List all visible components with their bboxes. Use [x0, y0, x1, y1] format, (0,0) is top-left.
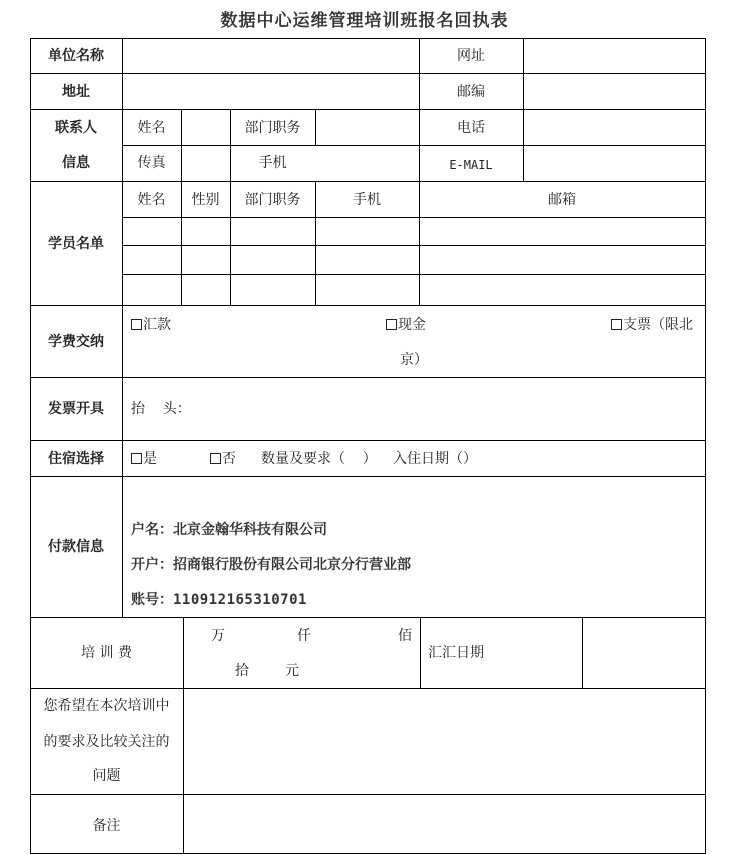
requirements-label-line3: 问题: [92, 768, 121, 784]
invoice-header-label: 抬 头：: [131, 401, 191, 417]
training-fee-label: 培 训 费: [81, 645, 132, 661]
student-header-gender: 性别: [191, 192, 220, 208]
column-divider: [183, 617, 184, 854]
fee-unit-wan: 万: [211, 628, 225, 644]
fee-unit-qian: 仟: [297, 628, 311, 644]
cash-option-label: 现金: [398, 317, 426, 333]
phone-label: 电话: [457, 120, 485, 136]
lodging-yes-checkbox[interactable]: [131, 453, 142, 464]
row-divider: [30, 440, 706, 441]
lodging-no-label: 否: [222, 451, 236, 467]
row-divider: [122, 217, 706, 218]
student-header-email: 邮箱: [548, 192, 576, 208]
row-divider: [30, 73, 706, 74]
student-header-dept: 部门职务: [244, 192, 301, 208]
mobile-label: 手机: [258, 155, 287, 171]
unit-name-label: 单位名称: [48, 48, 104, 64]
check-checkbox[interactable]: [611, 319, 622, 330]
contact-dept-label: 部门职务: [244, 120, 301, 136]
lodging-no-checkbox[interactable]: [210, 453, 221, 464]
contact-label-line2: 信息: [62, 155, 90, 171]
lodging-yes-option[interactable]: [131, 451, 157, 467]
email-label: E-MAIL: [449, 158, 493, 172]
fee-unit-yuan: 元: [285, 663, 299, 679]
bank-name: 开户：招商银行股份有限公司北京分行营业部: [131, 557, 411, 573]
check-option-label-wrap: 京）: [400, 352, 428, 368]
student-list-label: 学员名单: [48, 236, 104, 252]
row-divider: [122, 145, 706, 146]
account-name: 户名：北京金翰华科技有限公司: [131, 522, 327, 538]
lodging-label: 住宿选择: [48, 451, 104, 467]
row-divider: [30, 688, 706, 689]
payment-info-label: 付款信息: [48, 539, 104, 555]
website-label: 网址: [457, 48, 485, 64]
fee-unit-bai: 佰: [398, 628, 412, 644]
form-title: 数据中心运维管理培训班报名回执表: [220, 11, 509, 31]
row-divider: [122, 245, 706, 246]
check-option-label: 支票（限北: [623, 317, 693, 333]
remittance-option-label: 汇款: [143, 317, 171, 333]
row-divider: [122, 274, 706, 275]
lodging-no-option[interactable]: [210, 451, 236, 467]
column-divider: [420, 617, 421, 689]
fee-payment-label: 学费交纳: [48, 334, 104, 350]
row-divider: [30, 476, 706, 477]
remarks-label: 备注: [92, 818, 121, 834]
cash-checkbox[interactable]: [386, 319, 397, 330]
row-divider: [30, 181, 706, 182]
account-number-prefix: 账号：: [131, 592, 173, 608]
row-divider: [30, 377, 706, 378]
row-divider: [30, 794, 706, 795]
column-divider: [315, 109, 316, 145]
remit-date-label: 汇汇日期: [428, 645, 484, 661]
remittance-checkbox[interactable]: [131, 319, 142, 330]
table-border-right: [705, 38, 706, 854]
row-divider: [30, 109, 706, 110]
table-border-bottom: [30, 853, 706, 854]
account-number-line: [131, 592, 307, 608]
requirements-label-line1: 您希望在本次培训中: [43, 698, 170, 714]
column-divider: [582, 617, 583, 689]
account-number: 110912165310701: [173, 592, 307, 608]
lodging-quantity: 数量及要求（ ）: [261, 451, 377, 467]
check-option[interactable]: [611, 317, 693, 333]
student-header-mobile: 手机: [353, 192, 381, 208]
column-divider: [523, 38, 524, 182]
contact-name-label: 姓名: [137, 120, 166, 136]
contact-label-line1: 联系人: [55, 120, 97, 136]
postcode-label: 邮编: [457, 84, 485, 100]
fee-unit-shi: 拾: [235, 663, 249, 679]
address-label: 地址: [62, 84, 90, 100]
requirements-label-line2: 的要求及比较关注的: [43, 734, 170, 750]
invoice-label: 发票开具: [48, 401, 104, 417]
row-divider: [30, 617, 706, 618]
table-border-top: [30, 38, 706, 39]
row-divider: [30, 305, 706, 306]
student-header-name: 姓名: [137, 192, 166, 208]
lodging-checkin-date: 入住日期（）: [393, 451, 477, 467]
remittance-option[interactable]: [131, 317, 171, 333]
lodging-yes-label: 是: [143, 451, 157, 467]
fax-label: 传真: [137, 155, 166, 171]
cash-option[interactable]: [386, 317, 426, 333]
